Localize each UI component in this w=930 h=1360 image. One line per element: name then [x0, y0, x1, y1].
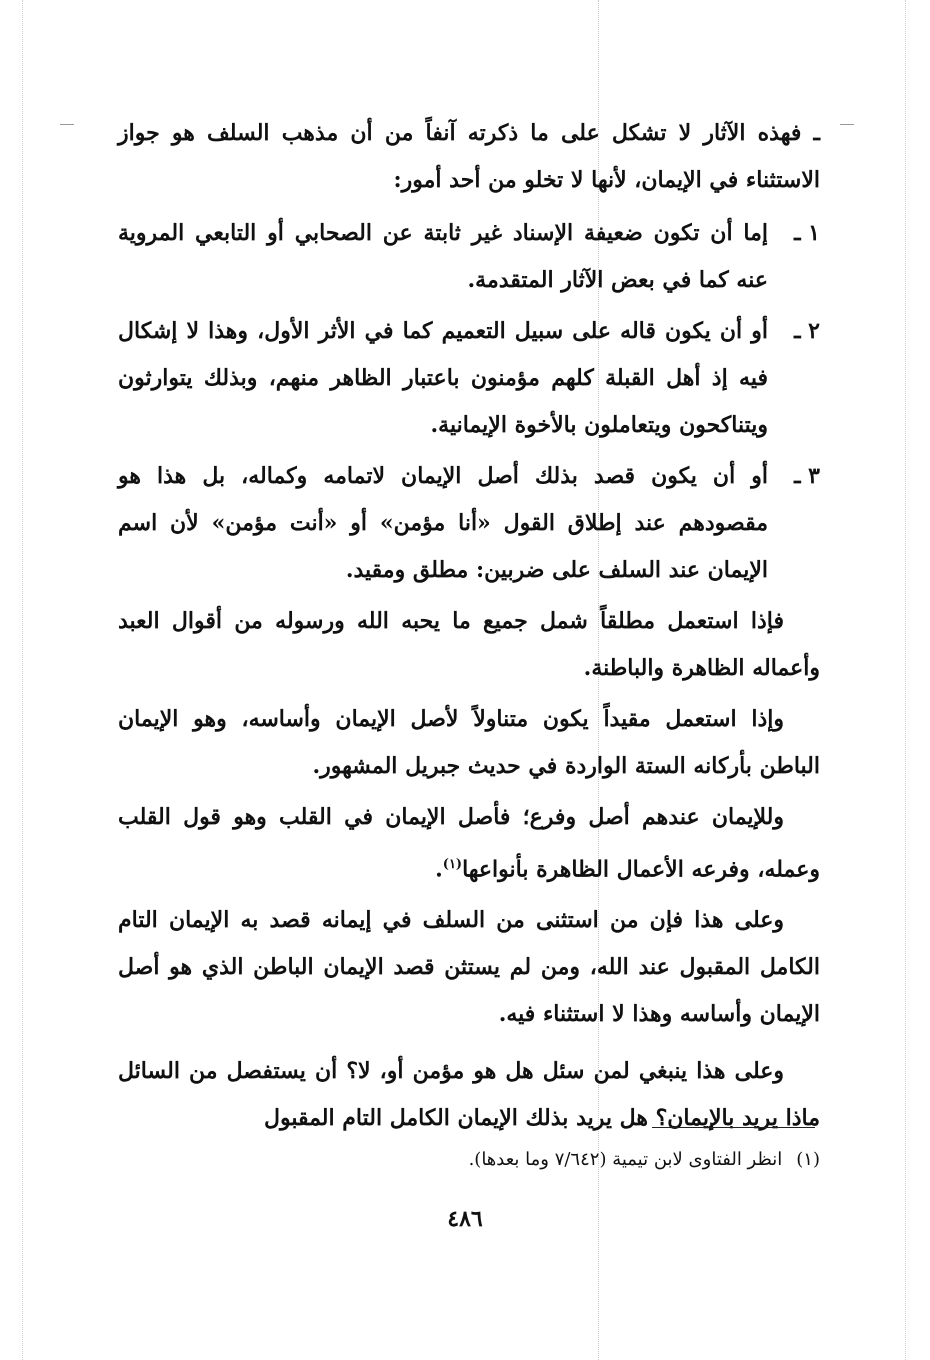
- list-item-number: ١ ـ: [794, 220, 820, 246]
- list-item-text: أو أن يكون قاله على سبيل التعميم كما في الأثر الأول، وهذا لا إشكال فيه إذ أهل القبلة كلهم مؤمنون باعتبار الظاهر منهم، وبذلك يتوارثون ويتناكحون ويتعاملون بالأخوة الإيمانية.: [118, 318, 768, 438]
- footnote-reference: (١): [442, 857, 463, 872]
- footnote-number: (١): [796, 1149, 820, 1170]
- paragraph-exception: وعلى هذا فإن من استثنى من السلف في إيمانه قصد به الإيمان التام الكامل المقبول عند الله، ومن لم يستثن قصد الإيمان الباطن الذي هو أصل الإيمان وأساسه وهذا لا استثناء فيه.: [118, 907, 820, 1028]
- paragraph-root-branch-end: .: [435, 856, 443, 883]
- footnote-text: انظر الفتاوى لابن تيمية (٧/٦٤٢ وما بعدها).: [468, 1149, 783, 1170]
- paragraph-root-branch: [118, 794, 820, 893]
- page-body: [118, 110, 820, 1142]
- margin-guide-left: [22, 0, 23, 1360]
- paragraph-absolute-usage: فإذا استعمل مطلقاً شمل جميع ما يحبه الله ورسوله من أقوال العبد وأعماله الظاهرة والباطنة.: [118, 608, 820, 681]
- list-item-number: ٣ ـ: [794, 463, 820, 489]
- paragraph-restricted-usage: وإذا استعمل مقيداً يكون متناولاً لأصل الإيمان وأساسه، وهو الإيمان الباطن بأركانه الستة الواردة في حديث جبريل المشهور.: [118, 706, 820, 779]
- margin-tick-left: [60, 124, 74, 125]
- list-item-text: أو أن يكون قصد بذلك أصل الإيمان لاتمامه وكماله، بل هذا هو مقصودهم عند إطلاق القول «أنا مؤمن» أو «أنت مؤمن» لأن اسم الإيمان عند السلف على ضربين: مطلق ومقيد.: [118, 463, 768, 583]
- paragraph-questioning: وعلى هذا ينبغي لمن سئل هل هو مؤمن أو، لا؟ أن يستفصل من السائل ماذا يريد بالإيمان؟ هل يريد بذلك الإيمان الكامل التام المقبول: [118, 1058, 820, 1132]
- paragraph-root-branch-text: وللإيمان عندهم أصل وفرع؛ فأصل الإيمان في القلب وهو قول القلب وعمله، وفرعه الأعمال الظاهرة بأنواعها: [118, 804, 820, 883]
- margin-guide-right: [905, 0, 906, 1360]
- list-item-number: ٢ ـ: [794, 318, 820, 344]
- list-item-1: [118, 210, 820, 304]
- intro-paragraph: ـ فهذه الآثار لا تشكل على ما ذكرته آنفاً من أن مذهب السلف هو جواز الاستثناء في الإيمان، لأنها لا تخلو من أحد أمور:: [118, 120, 820, 193]
- page-number: ٤٨٦: [447, 1206, 483, 1232]
- list-item-2: [118, 308, 820, 449]
- footnote-separator: [652, 1127, 815, 1128]
- footnote: [370, 1146, 820, 1174]
- list-item-3: [118, 453, 820, 594]
- list-item-text: إما أن تكون ضعيفة الإسناد غير ثابتة عن الصحابي أو التابعي المروية عنه كما في بعض الآثار المتقدمة.: [118, 220, 768, 293]
- margin-tick-right: [840, 124, 854, 125]
